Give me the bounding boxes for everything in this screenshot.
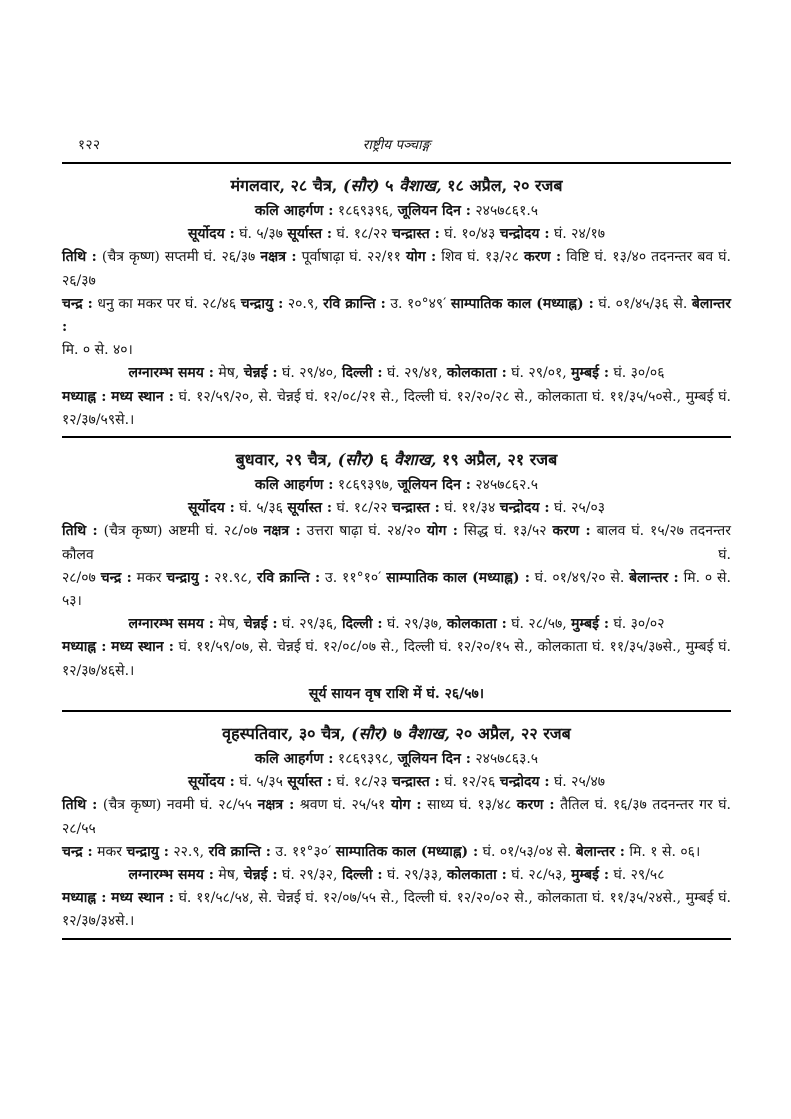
- label-segment: जूलियन दिन :: [397, 477, 471, 494]
- value-segment: घं. २९/३३,: [382, 867, 447, 884]
- title-segment: ६: [374, 450, 394, 470]
- value-segment: मि. १ से. ०६।: [624, 843, 701, 860]
- value-segment: घं. ०१/४९/२० से.: [529, 569, 630, 586]
- value-segment: घं. ०१/४५/३६ से.: [593, 295, 692, 312]
- text-line: [62, 841, 731, 864]
- title-segment: वैशाख,: [407, 724, 450, 744]
- value-segment: १८६९३९८,: [333, 751, 398, 768]
- label-segment: सूर्योदय :: [187, 774, 235, 791]
- label-segment: चन्द्रायु :: [240, 295, 284, 312]
- text-line: [62, 864, 731, 887]
- label-segment: योग :: [405, 249, 437, 266]
- value-segment: घं. १२/२६: [439, 774, 500, 791]
- label-segment: चेन्नई :: [243, 616, 278, 633]
- value-segment: मेष,: [213, 616, 244, 633]
- value-segment: बालव घं. १५/२७ तदनन्तर कौलव घं.: [62, 523, 732, 563]
- value-segment: घं. ११/५८/५४, से. चेन्नई घं. १२/०७/५५ से., दिल्ली घं. १२/२०/०२ से., कोलकाता घं. ११/३५/२४से., मुम्बई घं. १२/३७/३४से.।: [62, 890, 731, 930]
- value-segment: (चैत्र कृष्ण) नवमी घं. २८/५५: [97, 797, 258, 814]
- title-segment: १९ अप्रैल, २१ रजब: [436, 450, 558, 470]
- value-segment: उ. १०°४९′: [385, 295, 451, 312]
- label-segment: योग :: [390, 797, 422, 814]
- value-segment: मकर: [92, 843, 127, 860]
- label-segment: सूर्योदय :: [187, 226, 235, 243]
- journal-title: राष्ट्रीय पञ्चाङ्ग: [362, 137, 431, 153]
- label-segment: साम्पातिक काल (मध्याह्न) :: [335, 843, 479, 860]
- section-divider: [62, 710, 731, 712]
- label-segment: चन्द्रायु :: [166, 569, 210, 586]
- value-segment: साध्य घं. १३/४८: [421, 797, 517, 814]
- value-segment: घं. २५/४७: [549, 774, 606, 791]
- value-segment: सिद्ध घं. १३/५२: [457, 523, 553, 540]
- value-segment: २०.९,: [283, 295, 324, 312]
- label-segment: नक्षत्र :: [263, 523, 301, 540]
- section-title: [62, 175, 731, 197]
- label-segment: लग्नारम्भ समय :: [128, 867, 214, 884]
- label-segment: चन्द्र :: [62, 843, 93, 860]
- label-segment: चन्द्रोदय :: [499, 226, 550, 243]
- value-segment: मि. ० से. ५३।: [62, 569, 731, 610]
- value-segment: घं. २८/५३,: [506, 867, 572, 884]
- title-segment: वृहस्पतिवार, ३० चैत्र,: [222, 724, 352, 744]
- label-segment: लग्नारम्भ समय :: [128, 616, 214, 633]
- value-segment: घं. १०/४३: [439, 226, 500, 243]
- text-line: [62, 246, 731, 292]
- value-segment: घं. १८/२३: [332, 774, 393, 791]
- label-segment: लग्नारम्भ समय :: [128, 365, 214, 382]
- value-segment: घं. २९/०१,: [506, 365, 572, 382]
- section-divider: [62, 938, 731, 940]
- text-line: [62, 293, 731, 339]
- text-line: [62, 748, 731, 771]
- label-segment: मध्याह्न :: [62, 639, 107, 656]
- value-segment: (चैत्र कृष्ण) सप्तमी घं. २६/३७: [96, 249, 261, 266]
- label-segment: दिल्ली :: [341, 365, 383, 382]
- label-segment: सूर्यास्त :: [287, 500, 333, 517]
- label-segment: मध्य स्थान :: [111, 388, 174, 405]
- page-number: १२२: [78, 137, 101, 153]
- label-segment: बेलान्तर :: [629, 569, 679, 586]
- value-segment: १८६९३९७,: [333, 477, 398, 494]
- title-segment: मंगलवार, २८ चैत्र,: [230, 176, 343, 195]
- value-segment: घं. २९/५८: [609, 867, 665, 884]
- label-segment: बेलान्तर :: [575, 843, 625, 860]
- label-segment: मध्य स्थान :: [111, 890, 174, 907]
- page-header: [62, 135, 731, 157]
- label-segment: सूर्यास्त :: [287, 774, 333, 791]
- title-segment: बुधवार, २९ चैत्र,: [235, 450, 338, 470]
- header-rule: [62, 162, 731, 164]
- value-segment: घं. २९/४१,: [382, 365, 447, 382]
- value-segment: घं. ११/३४: [439, 500, 500, 517]
- section-divider: [62, 436, 731, 438]
- text-line: [62, 636, 731, 682]
- value-segment: उ. ११°१०′: [320, 569, 387, 586]
- value-segment: २४५७८६३.५: [470, 751, 539, 768]
- text-line: [62, 339, 731, 362]
- title-segment: (सौर): [351, 724, 388, 744]
- value-segment: उत्तरा षाढ़ा घं. २४/२०: [300, 523, 427, 540]
- value-segment: विष्टि घं. १३/४० तदनन्तर बव घं. २६/३७: [62, 249, 731, 289]
- text-line: [62, 223, 731, 246]
- label-segment: चेन्नई :: [243, 365, 278, 382]
- label-segment: मुम्बई :: [571, 616, 610, 633]
- label-segment: कलि आहर्गण :: [254, 477, 334, 494]
- value-segment: घं. २९/३७,: [382, 616, 447, 633]
- value-segment: उ. ११°३०′: [270, 843, 336, 860]
- value-segment: २४५७८६१.५: [470, 203, 539, 219]
- label-segment: जूलियन दिन :: [397, 751, 471, 768]
- value-segment: घं. ३०/०२: [609, 616, 665, 633]
- text-line: [62, 200, 731, 223]
- title-segment: ५: [379, 176, 400, 195]
- text-line: [62, 362, 731, 385]
- label-segment: बेलान्तर :: [62, 295, 731, 336]
- label-segment: मध्याह्न :: [62, 388, 107, 405]
- title-segment: ७: [387, 724, 408, 744]
- label-segment: तिथि :: [62, 523, 98, 540]
- text-line: [62, 474, 731, 497]
- label-segment: कोलकाता :: [446, 365, 507, 382]
- label-segment: दिल्ली :: [341, 867, 383, 884]
- value-segment: घं. ५/३६: [234, 500, 288, 517]
- label-segment: साम्पातिक काल (मध्याह्न) :: [450, 295, 594, 312]
- title-segment: वैशाख,: [393, 450, 437, 470]
- value-segment: मेष,: [213, 365, 244, 382]
- label-segment: तिथि :: [62, 249, 97, 266]
- text-line: [62, 613, 731, 636]
- value-segment: घं. २८/५७,: [506, 616, 572, 633]
- value-segment: घं. १८/२२: [332, 226, 393, 243]
- label-segment: कलि आहर्गण :: [254, 203, 334, 219]
- value-segment: २२.९,: [168, 843, 209, 860]
- label-segment: चन्द्रास्त :: [392, 226, 440, 243]
- label-segment: दिल्ली :: [341, 616, 383, 633]
- title-segment: १८ अप्रैल, २० रजब: [441, 176, 563, 195]
- label-segment: कोलकाता :: [446, 616, 507, 633]
- label-segment: जूलियन दिन :: [397, 203, 471, 219]
- value-segment: घं. ५/३५: [234, 774, 288, 791]
- text-line: [62, 887, 731, 933]
- label-segment: चन्द्रास्त :: [392, 774, 440, 791]
- title-segment: वैशाख,: [399, 176, 442, 195]
- title-segment: (सौर): [337, 450, 375, 470]
- day-section: [62, 723, 731, 934]
- label-segment: चेन्नई :: [243, 867, 278, 884]
- text-line: [62, 794, 731, 840]
- value-segment: २८/०७: [62, 569, 101, 586]
- value-segment: (चैत्र कृष्ण) अष्टमी घं. २८/०७: [97, 523, 264, 540]
- label-segment: करण :: [516, 797, 555, 814]
- label-segment: करण :: [552, 523, 591, 540]
- label-segment: चन्द्रास्त :: [392, 500, 440, 517]
- value-segment: २४५७८६२.५: [470, 477, 539, 494]
- value-segment: मि. ० से. ४०।: [62, 342, 133, 359]
- value-segment: धनु का मकर पर घं. २८/४६: [92, 295, 241, 312]
- value-segment: श्रवण घं. २५/५१: [294, 797, 391, 814]
- value-segment: घं. ०१/५३/०४ से.: [478, 843, 576, 860]
- value-segment: १८६९३९६,: [333, 203, 398, 219]
- label-segment: रवि क्रान्ति :: [323, 295, 386, 312]
- label-segment: मुम्बई :: [571, 365, 610, 382]
- text-line: [62, 567, 731, 613]
- text-line: [62, 771, 731, 794]
- value-segment: घं. २४/१७: [549, 226, 606, 243]
- value-segment: घं. २९/३६,: [277, 616, 342, 633]
- label-segment: सूर्यास्त :: [287, 226, 333, 243]
- label-segment: सूर्योदय :: [187, 500, 235, 517]
- value-segment: घं. २९/४०,: [277, 365, 342, 382]
- value-segment: मकर: [131, 569, 167, 586]
- label-segment: चन्द्र :: [62, 295, 93, 312]
- label-segment: मुम्बई :: [571, 867, 610, 884]
- text-line: [62, 683, 731, 706]
- text-line: [62, 386, 731, 432]
- day-section: [62, 175, 731, 432]
- label-segment: सूर्य सायन वृष राशि में घं. २६/५७।: [308, 685, 485, 702]
- label-segment: चन्द्र :: [100, 569, 132, 586]
- text-line: [62, 520, 731, 566]
- label-segment: रवि क्रान्ति :: [208, 843, 271, 860]
- value-segment: शिव घं. १३/२८: [436, 249, 524, 266]
- title-segment: २० अप्रैल, २२ रजब: [449, 724, 571, 744]
- label-segment: चन्द्रोदय :: [499, 500, 550, 517]
- label-segment: कलि आहर्गण :: [254, 751, 334, 768]
- label-segment: रवि क्रान्ति :: [257, 569, 321, 586]
- value-segment: पूर्वाषाढ़ा घं. २२/११: [296, 249, 406, 266]
- label-segment: साम्पातिक काल (मध्याह्न) :: [386, 569, 530, 586]
- value-segment: घं. ११/५९/०७, से. चेन्नई घं. १२/०८/०७ से., दिल्ली घं. १२/२०/१५ से., कोलकाता घं. ११/३५/३७से., मुम्बई घं. १२/३७/४६से.।: [62, 639, 731, 679]
- label-segment: तिथि :: [62, 797, 98, 814]
- value-segment: घं. २९/३२,: [277, 867, 342, 884]
- sections-container: [62, 175, 731, 940]
- label-segment: मध्याह्न :: [62, 890, 107, 907]
- label-segment: नक्षत्र :: [257, 797, 295, 814]
- value-segment: घं. २५/०३: [549, 500, 606, 517]
- section-title: [62, 723, 731, 745]
- label-segment: करण :: [523, 249, 562, 266]
- label-segment: चन्द्रोदय :: [499, 774, 550, 791]
- label-segment: मध्य स्थान :: [111, 639, 174, 656]
- value-segment: २१.९८,: [209, 569, 257, 586]
- value-segment: मेष,: [213, 867, 244, 884]
- value-segment: घं. ३०/०६: [609, 365, 665, 382]
- label-segment: नक्षत्र :: [260, 249, 297, 266]
- value-segment: घं. १८/२२: [332, 500, 393, 517]
- label-segment: योग :: [426, 523, 458, 540]
- label-segment: चन्द्रायु :: [126, 843, 169, 860]
- value-segment: घं. ५/३७: [234, 226, 288, 243]
- value-segment: तैतिल घं. १६/३७ तदनन्तर गर घं. २८/५५: [62, 797, 731, 837]
- value-segment: घं. १२/५९/२०, से. चेन्नई घं. १२/०८/२१ से., दिल्ली घं. १२/२०/२८ से., कोलकाता घं. ११/३५/५०से., मुम्बई घं. १२/३७/५९से.।: [62, 388, 731, 428]
- label-segment: कोलकाता :: [446, 867, 507, 884]
- section-title: [62, 449, 731, 471]
- day-section: [62, 449, 731, 706]
- text-line: [62, 497, 731, 520]
- title-segment: (सौर): [342, 176, 380, 195]
